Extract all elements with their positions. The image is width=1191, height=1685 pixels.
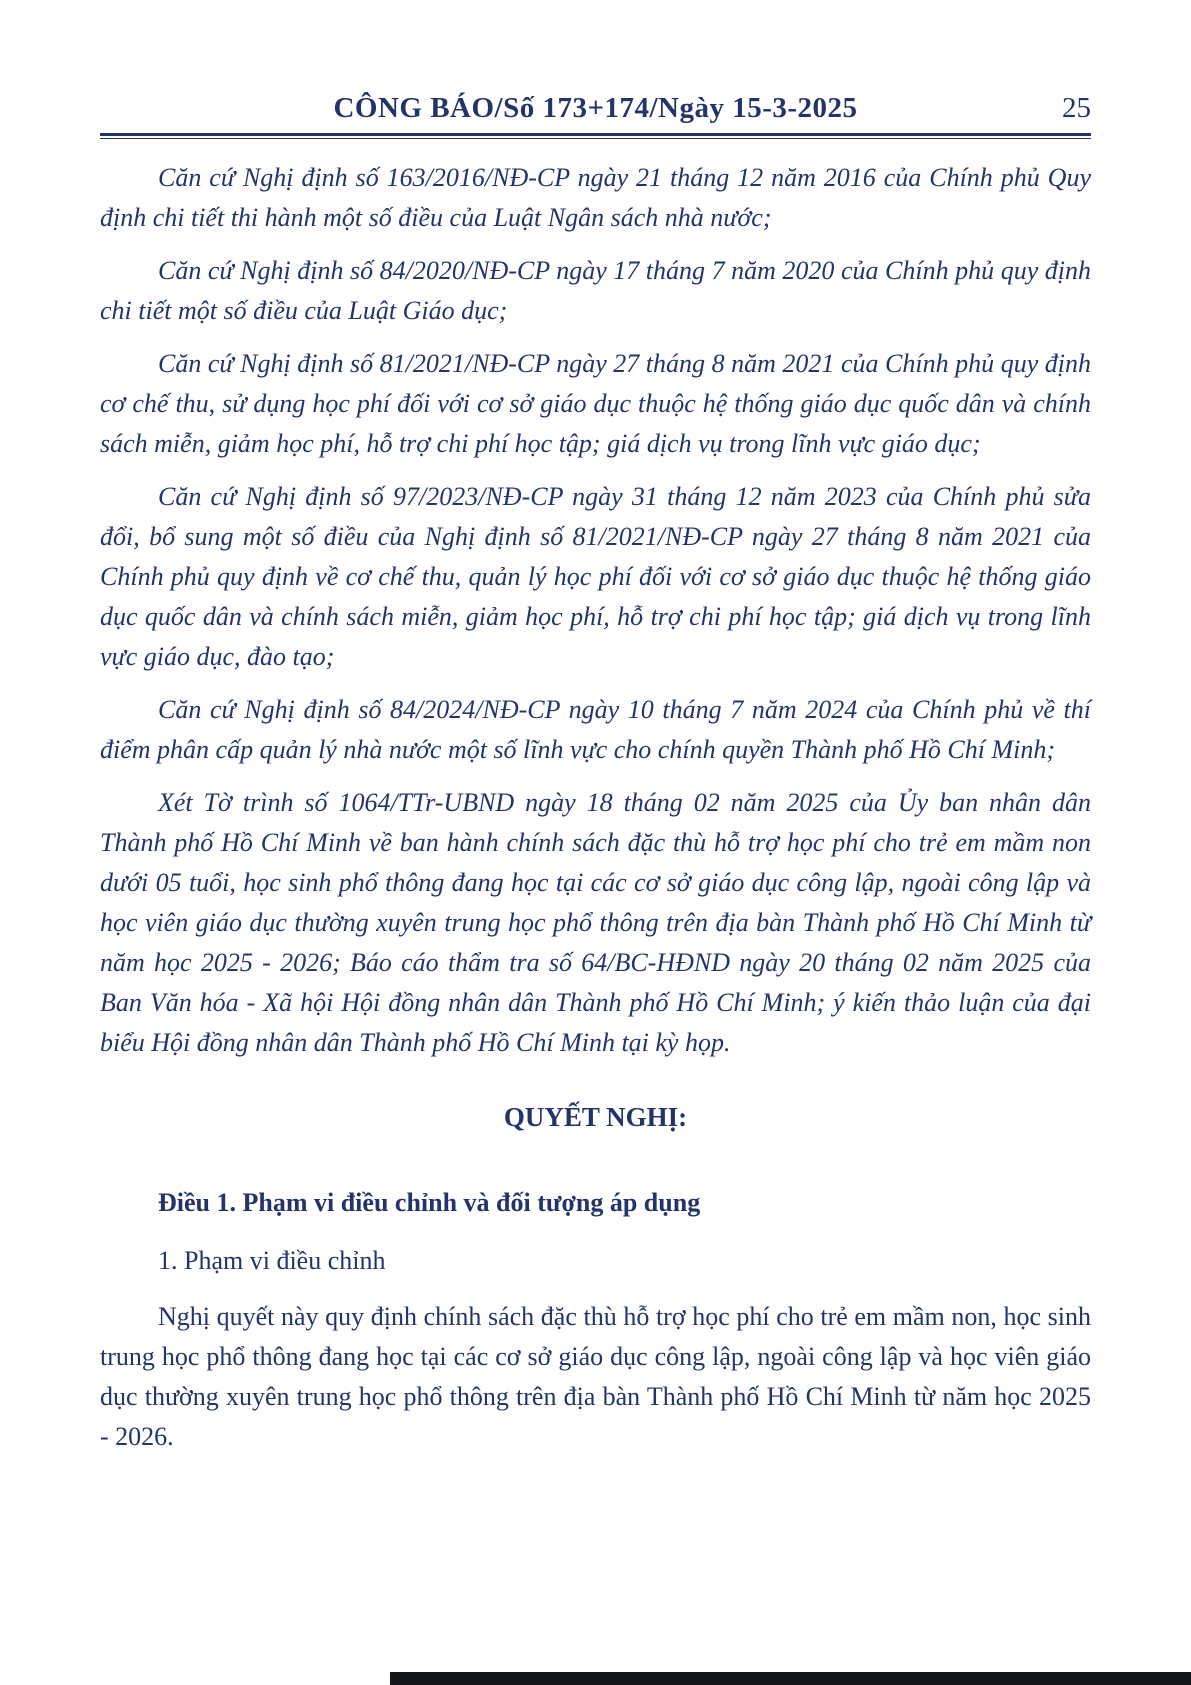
header-divider (100, 133, 1091, 139)
citation-paragraph-4: Căn cứ Nghị định số 97/2023/NĐ-CP ngày 31 tháng 12 năm 2023 của Chính phủ sửa đổi, bổ sung một số điều của Nghị định số 81/2021/NĐ-CP ngày 27 tháng 8 năm 2021 của Chính phủ quy định về cơ chế thu, quản lý học phí đối với cơ sở giáo dục thuộc hệ thống giáo dục quốc dân và chính sách miễn, giảm học phí, hỗ trợ chi phí học tập; giá dịch vụ trong lĩnh vực giáo dục, đào tạo; (100, 482, 1091, 671)
citation-paragraph-5: Căn cứ Nghị định số 84/2024/NĐ-CP ngày 10 tháng 7 năm 2024 của Chính phủ về thí điểm phân cấp quản lý nhà nước một số lĩnh vực cho chính quyền Thành phố Hồ Chí Minh; (100, 695, 1091, 764)
scan-artifact-bar (390, 1672, 1191, 1685)
article-1-heading: Điều 1. Phạm vi điều chỉnh và đối tượng áp dụng (158, 1188, 701, 1217)
gazette-header (100, 0, 1091, 132)
citation-paragraph-3: Căn cứ Nghị định số 81/2021/NĐ-CP ngày 27 tháng 8 năm 2021 của Chính phủ quy định cơ chế thu, sử dụng học phí đối với cơ sở giáo dục thuộc hệ thống giáo dục quốc dân và chính sách miễn, giảm học phí, hỗ trợ chi phí học tập; giá dịch vụ trong lĩnh vực giáo dục; (100, 349, 1091, 458)
page-content (100, 0, 1091, 1470)
gazette-header-title: CÔNG BÁO/Số 173+174/Ngày 15-3-2025 (333, 92, 858, 124)
citation-paragraph-2: Căn cứ Nghị định số 84/2020/NĐ-CP ngày 17 tháng 7 năm 2020 của Chính phủ quy định chi tiết một số điều của Luật Giáo dục; (100, 256, 1091, 325)
resolution-heading: QUYẾT NGHỊ: (503, 1102, 688, 1132)
clause-1-heading: 1. Phạm vi điều chỉnh (158, 1246, 386, 1275)
citation-paragraph-6: Xét Tờ trình số 1064/TTr-UBND ngày 18 tháng 02 năm 2025 của Ủy ban nhân dân Thành phố Hồ Chí Minh về ban hành chính sách đặc thù hỗ trợ học phí cho trẻ em mầm non dưới 05 tuổi, học sinh phổ thông đang học tại các cơ sở giáo dục công lập, ngoài công lập và học viên giáo dục thường xuyên trung học phổ thông trên địa bàn Thành phố Hồ Chí Minh từ năm học 2025 - 2026; Báo cáo thẩm tra số 64/BC-HĐND ngày 20 tháng 02 năm 2025 của Ban Văn hóa - Xã hội Hội đồng nhân dân Thành phố Hồ Chí Minh; ý kiến thảo luận của đại biểu Hội đồng nhân dân Thành phố Hồ Chí Minh tại kỳ họp. (100, 788, 1091, 1057)
page-number: 25 (1062, 92, 1091, 124)
clause-1-text: Nghị quyết này quy định chính sách đặc thù hỗ trợ học phí cho trẻ em mầm non, học sinh trung học phổ thông đang học tại các cơ sở giáo dục công lập, ngoài công lập và học viên giáo dục thường xuyên trung học phổ thông trên địa bàn Thành phố Hồ Chí Minh từ năm học 2025 - 2026. (100, 1302, 1091, 1451)
document-body (100, 132, 1091, 1457)
citation-paragraph-1: Căn cứ Nghị định số 163/2016/NĐ-CP ngày 21 tháng 12 năm 2016 của Chính phủ Quy định chi tiết thi hành một số điều của Luật Ngân sách nhà nước; (100, 163, 1091, 232)
